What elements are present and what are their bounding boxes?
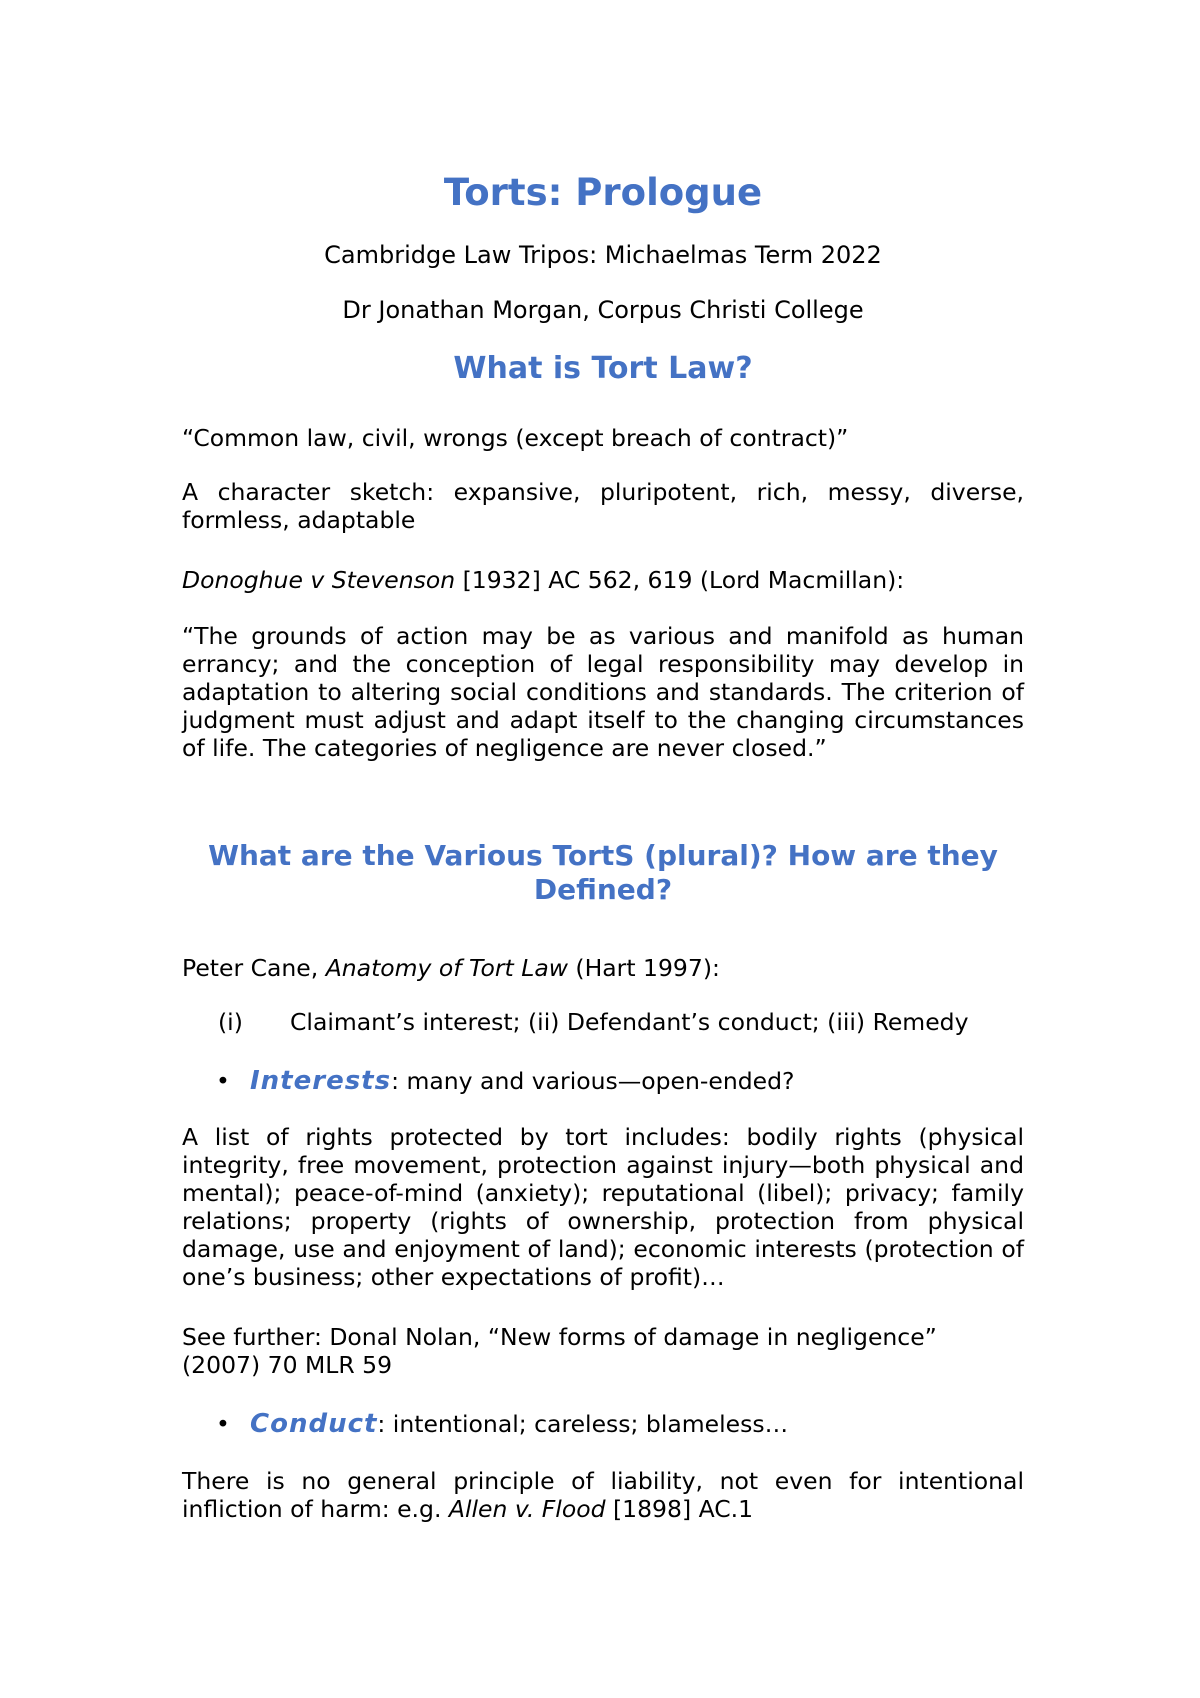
heading-line-2: Defined? <box>533 873 673 906</box>
see-further-line-1: See further: Donal Nolan, “New forms of damage in negligence” <box>182 1323 937 1351</box>
rights-paragraph: A list of rights protected by tort includes: bodily rights (physical integrity, free movement, protection against injury—both physical and mental); peace-of-mind (anxiety); reputational (libel); privacy; family relations; property (rights of ownership, protection from physical damage, use and enjoyment of land); economic interests (protection of one’s business; other expectations of profit)… <box>182 1123 1024 1291</box>
conduct-text: : intentional; careless; blameless… <box>377 1410 789 1438</box>
heading-line-1: What are the Various TortS (plural)? How are they <box>208 839 998 872</box>
definition-paragraph: “Common law, civil, wrongs (except breach of contract)” <box>182 424 849 452</box>
case-citation-paragraph <box>182 566 1024 594</box>
bullet-icon: • <box>216 1410 230 1438</box>
section-heading-what-is-tort-law: What is Tort Law? <box>453 351 753 386</box>
interests-text: : many and various—open-ended? <box>391 1067 795 1095</box>
see-further-paragraph <box>182 1323 1024 1379</box>
allen-case-name: Allen v. Flood <box>448 1495 606 1523</box>
case-name: Donoghue v Stevenson <box>182 566 456 594</box>
liability-text: There is no general principle of liability, not even for intentional infliction of harm: e.g. <box>182 1467 1024 1523</box>
macmillan-quote: “The grounds of action may be as various and manifold as human errancy; and the conception of legal responsibility may develop in adaptation to altering social conditions and standards. The criterion of judgment must adjust and adapt itself to the changing circumstances of life. The categories of negligence are never closed.” <box>182 622 1024 762</box>
section-heading-various-torts <box>182 839 1024 907</box>
liability-paragraph <box>182 1467 1024 1523</box>
conduct-term: Conduct <box>250 1409 378 1439</box>
character-sketch-paragraph: A character sketch: expansive, pluripotent, rich, messy, diverse, formless, adaptable <box>182 478 1024 534</box>
bullet-icon: • <box>216 1067 230 1095</box>
see-further-line-2: (2007) 70 MLR 59 <box>182 1351 393 1379</box>
author-line: Dr Jonathan Morgan, Corpus Christi College <box>342 296 864 324</box>
cane-reference <box>182 954 1024 982</box>
course-subtitle: Cambridge Law Tripos: Michaelmas Term 2022 <box>324 241 882 269</box>
cane-prefix: Peter Cane, <box>182 954 326 982</box>
document-title: Torts: Prologue <box>443 171 763 214</box>
list-text: Claimant’s interest; (ii) Defendant’s conduct; (iii) Remedy <box>290 1008 969 1036</box>
allen-cite: [1898] AC.1 <box>605 1495 754 1523</box>
case-cite: [1932] AC 562, 619 (Lord Macmillan): <box>455 566 905 594</box>
list-number: (i) <box>218 1008 243 1036</box>
cane-book-title: Anatomy of Tort Law <box>325 954 568 982</box>
cane-suffix: (Hart 1997): <box>567 954 720 982</box>
interests-term: Interests <box>250 1066 392 1096</box>
